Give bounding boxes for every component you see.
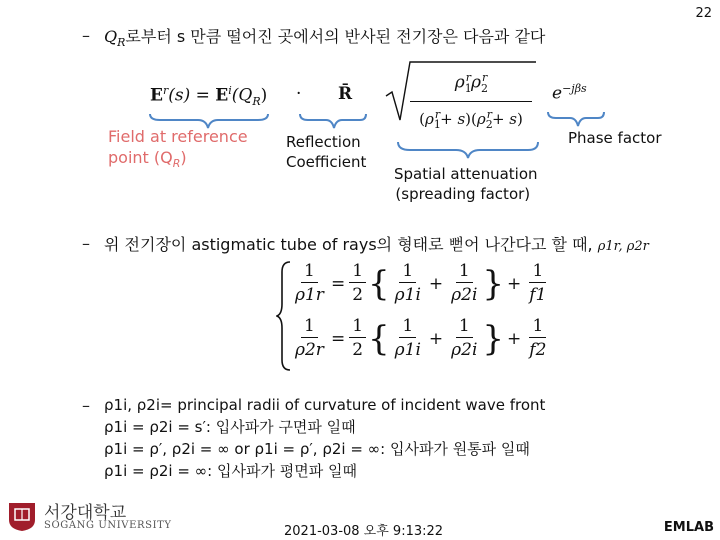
sup-i: i: [228, 84, 232, 97]
bullet2-text: [104, 232, 649, 255]
field-reference-label: [108, 126, 248, 174]
logo-korean: 서강대학교: [44, 503, 127, 523]
sub-R: R: [252, 95, 261, 109]
qr-subscript: R: [117, 36, 126, 50]
qr-symbol: Q: [104, 27, 118, 46]
field-ref-close: ): [180, 148, 187, 167]
phase-exponent: −jβs: [562, 82, 587, 95]
brace-reflection: [300, 114, 366, 128]
bullet-dash: –: [82, 234, 90, 253]
spatial-line1: Spatial attenuation: [394, 165, 538, 183]
sqrt-numerator: $\rho_1^r\rho_2^r$: [410, 66, 532, 102]
bullet3-line-1: ρ1i, ρ2i= principal radii of curvature of incident wave front: [104, 396, 546, 414]
system-row-2: $\frac{1}{\rho 2r}$ = $\frac{1}{2}$ { $\frac{1}{\rho 1i}$ + $\frac{1}{\rho 2i}$ } + $\frac{1}{f2}$: [295, 316, 547, 360]
bullet-dash: –: [82, 26, 90, 45]
page-number: 22: [695, 6, 712, 21]
field-ref-line2: point (Q: [108, 148, 173, 167]
spatial-line2: (spreading factor): [395, 185, 531, 203]
phase-e: e: [552, 83, 563, 104]
sup-r: r: [162, 84, 169, 97]
bullet-dash: –: [82, 396, 90, 415]
footer-lab: EMLAB: [663, 520, 714, 535]
bullet1-sentence: 로부터 s 만큼 떨어진 곳에서의 반사된 전기장은 다음과 같다: [125, 27, 546, 46]
close-paren: ): [260, 85, 268, 106]
logo-english: SOGANG UNIVERSITY: [44, 520, 172, 531]
field-ref-line1: Field at reference: [108, 127, 248, 146]
brace-phase: [548, 112, 604, 126]
system-equations: [290, 256, 551, 366]
bullet3-line-4: ρ1i = ρ2i = ∞: 입사파가 평면파 일때: [104, 462, 357, 480]
dot-operator: ·: [296, 84, 302, 104]
sqrt-denominator: $(\rho_1^r+ s)(\rho_2^r+ s)$: [419, 108, 523, 132]
phase-factor-label: Phase factor: [568, 129, 662, 147]
bullet3-line-2: ρ1i = ρ2i = s′: 입사파가 구면파 일때: [104, 418, 356, 436]
arg-q: (Q: [231, 85, 253, 106]
field-E-incident: E: [215, 85, 229, 106]
reflection-coefficient-label: [286, 132, 366, 172]
bullet2-sentence: 위 전기장이 astigmatic tube of rays의 형태로 뻗어 나간다고 할 때,: [104, 235, 593, 254]
field-E-reflected: E: [150, 85, 163, 106]
footer-date: 2021-03-08 오후 9:13:22: [284, 524, 444, 539]
reflection-word: Reflection: [286, 133, 361, 151]
spatial-attenuation-label: [388, 164, 538, 204]
bullet3-line-3: ρ1i = ρ′, ρ2i = ∞ or ρ1i = ρ′, ρ2i = ∞: 입사파가 원통파 일때: [104, 440, 530, 458]
bullet2-rho: ρ1r, ρ2r: [597, 239, 649, 254]
bullet3-lines: [104, 394, 545, 482]
field-ref-sub: R: [172, 157, 181, 171]
system-row-1: $\frac{1}{\rho 1r}$ = $\frac{1}{2}$ { $\frac{1}{\rho 1i}$ + $\frac{1}{\rho 2i}$ } + $\frac{1}{f1}$: [295, 261, 547, 305]
arg-s: (s) =: [168, 85, 210, 106]
university-seal-icon: [6, 500, 38, 532]
brace-sqrt: [398, 142, 538, 158]
reflection-dyad: R̄: [338, 84, 353, 104]
coefficient-word: Coefficient: [286, 153, 367, 171]
